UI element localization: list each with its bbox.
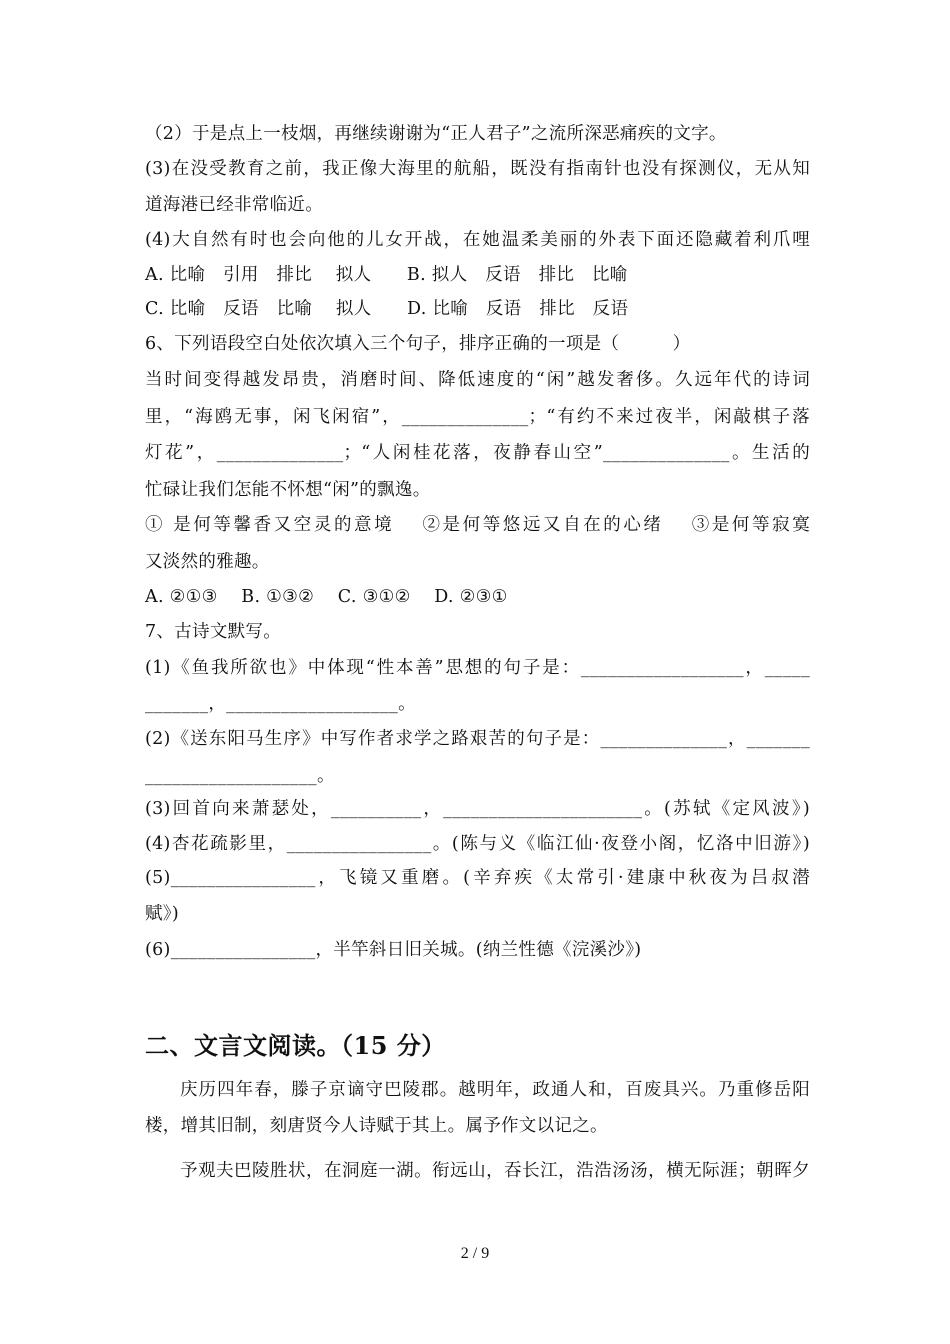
question-5-item-2: （2）于是点上一枝烟，再继续谢谢为“正人君子”之流所深恶痛疾的文字。 (145, 124, 727, 144)
passage-paragraph-1-cont: 楼，增其旧制，刻唐贤今人诗赋于其上。属予作文以记之。 (145, 1116, 608, 1136)
question-6-options: A. ②①③ B. ①③② C. ③①② D. ②③① (145, 587, 508, 607)
question-7-title: 7、古诗文默写。 (145, 622, 282, 642)
question-6-passage: 灯花”，______________；“人闲桂花落，夜静春山空”______________。生活的 (145, 443, 810, 463)
question-6-choices-cont: 又淡然的雅趣。 (145, 552, 270, 572)
question-5-item-3: (3)在没受教育之前，我正像大海里的航船，既没有指南针也没有探测仪，无从知 (145, 159, 810, 179)
question-6-passage: 忙碌让我们怎能不怀想“闲”的飘逸。 (145, 480, 431, 500)
question-6-title: 6、下列语段空白处依次填入三个句子，排序正确的一项是（ ） (145, 334, 691, 354)
section-heading: 二、文言文阅读。（15 分） (145, 1031, 446, 1060)
question-7-item-5: (5)________________，飞镜又重磨。(辛弃疾《太常引·建康中秋夜为吕叔潜 (145, 868, 810, 888)
question-6-choices: ① 是何等馨香又空灵的意境 ②是何等悠远又自在的心绪 ③是何等寂寞 (145, 515, 810, 535)
question-7-item-2-cont: ___________________。 (145, 766, 335, 786)
passage-paragraph-1: 庆历四年春，滕子京谪守巴陵郡。越明年，政通人和，百废具兴。乃重修岳阳 (180, 1080, 810, 1100)
question-7-item-1: (1)《鱼我所欲也》中体现“性本善”思想的句子是：__________________，_____ (145, 658, 810, 678)
question-7-item-6: (6)________________，半竿斜日旧关城。(纳兰性德《浣溪沙》) (145, 940, 642, 960)
question-5-options-cd: C. 比喻 反语 比喻 拟人 D. 比喻 反语 排比 反语 (145, 299, 629, 319)
question-5-item-3-cont: 道海港已经非常临近。 (145, 195, 323, 215)
page-number: 2 / 9 (460, 1245, 490, 1262)
question-6-passage: 当时间变得越发昂贵，消磨时间、降低速度的“闲”越发奢侈。久远年代的诗词 (145, 370, 810, 390)
question-7-item-2: (2)《送东阳马生序》中写作者求学之路艰苦的句子是：______________，_______ (145, 729, 810, 749)
question-6-passage: 里，“海鸥无事，闲飞闲宿”，______________；“有约不来过夜半，闲敲棋子落 (145, 407, 810, 427)
question-7-item-5-cont: 赋》) (145, 904, 179, 924)
question-7-item-4: (4)杏花疏影里，________________。(陈与义《临江仙·夜登小阁，忆洛中旧游》) (145, 834, 810, 854)
passage-paragraph-2: 予观夫巴陵胜状，在洞庭一湖。衔远山，吞长江，浩浩汤汤，横无际涯；朝晖夕 (180, 1161, 810, 1181)
question-7-item-3: (3)回首向来萧瑟处，__________，______________________。(苏轼《定风波》) (145, 799, 810, 819)
question-5-item-4: (4)大自然有时也会向他的儿女开战，在她温柔美丽的外表下面还隐藏着利爪哩 (145, 230, 810, 250)
question-7-item-1-cont: _______，___________________。 (145, 694, 416, 714)
question-5-options-ab: A. 比喻 引用 排比 拟人 B. 拟人 反语 排比 比喻 (145, 265, 628, 285)
